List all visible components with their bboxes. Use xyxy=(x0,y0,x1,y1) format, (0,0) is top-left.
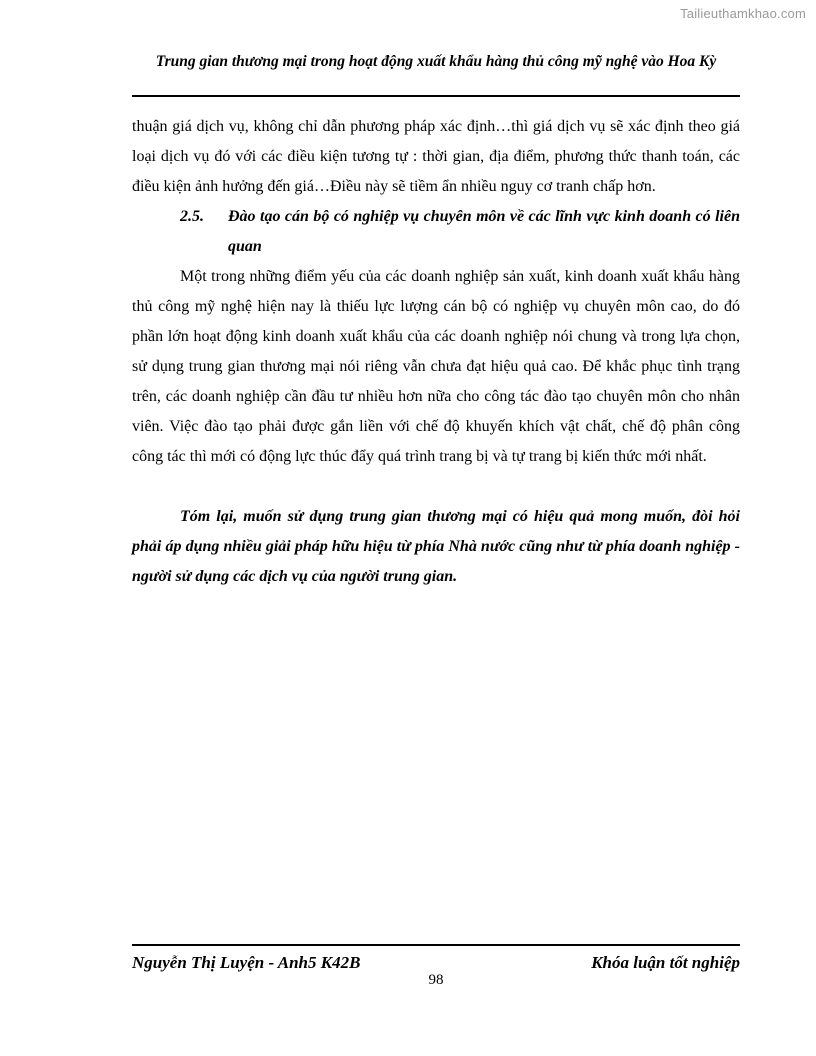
footer-divider xyxy=(132,944,740,946)
header-divider xyxy=(132,95,740,97)
section-title: Đào tạo cán bộ có nghiệp vụ chuyên môn về các lĩnh vực kinh doanh có liên quan xyxy=(228,208,740,255)
paragraph-continuation: thuận giá dịch vụ, không chỉ dẫn phương pháp xác định…thì giá dịch vụ sẽ xác định theo giá loại dịch vụ đó với các điều kiện tương tự : thời gian, địa điểm, phương thức thanh toán, các điều kiện ảnh hưởng đến giá…Điều này sẽ tiềm ẩn nhiều nguy cơ tranh chấp hơn. xyxy=(132,118,740,195)
section-number: 2.5. xyxy=(180,208,204,225)
summary-paragraph: Tóm lại, muốn sử dụng trung gian thương mại có hiệu quả mong muốn, đòi hỏi phải áp dụng nhiều giải pháp hữu hiệu từ phía Nhà nước cũng như từ phía doanh nghiệp - người sử dụng các dịch vụ của người trung gian. xyxy=(132,508,740,585)
footer-doc-type: Khóa luận tốt nghiệp xyxy=(591,953,740,972)
running-header: Trung gian thương mại trong hoạt động xuất khẩu hàng thủ công mỹ nghệ vào Hoa Kỳ xyxy=(155,53,717,70)
paragraph-training: Một trong những điểm yếu của các doanh nghiệp sản xuất, kinh doanh xuất khẩu hàng thủ công mỹ nghệ hiện nay là thiếu lực lượng cán bộ có nghiệp vụ chuyên môn cao, do đó phần lớn hoạt động kinh doanh xuất khẩu của các doanh nghiệp nói chung và trong lựa chọn, sử dụng trung gian thương mại nói riêng vẫn chưa đạt hiệu quả cao. Để khắc phục tình trạng trên, các doanh nghiệp cần đầu tư nhiều hơn nữa cho công tác đào tạo chuyên môn cho nhân viên. Việc đào tạo phải được gắn liền với chế độ khuyến khích vật chất, chế độ phân công công tác thì mới có động lực thúc đẩy quá trình trang bị và tự trang bị kiến thức mới nhất. xyxy=(132,268,740,465)
document-body xyxy=(132,112,740,592)
section-heading xyxy=(132,202,740,262)
page-number: 98 xyxy=(428,972,444,988)
running-footer xyxy=(132,952,740,974)
watermark: Tailieuthamkhao.com xyxy=(680,6,806,21)
footer-author: Nguyễn Thị Luyện - Anh5 K42B xyxy=(132,953,361,972)
